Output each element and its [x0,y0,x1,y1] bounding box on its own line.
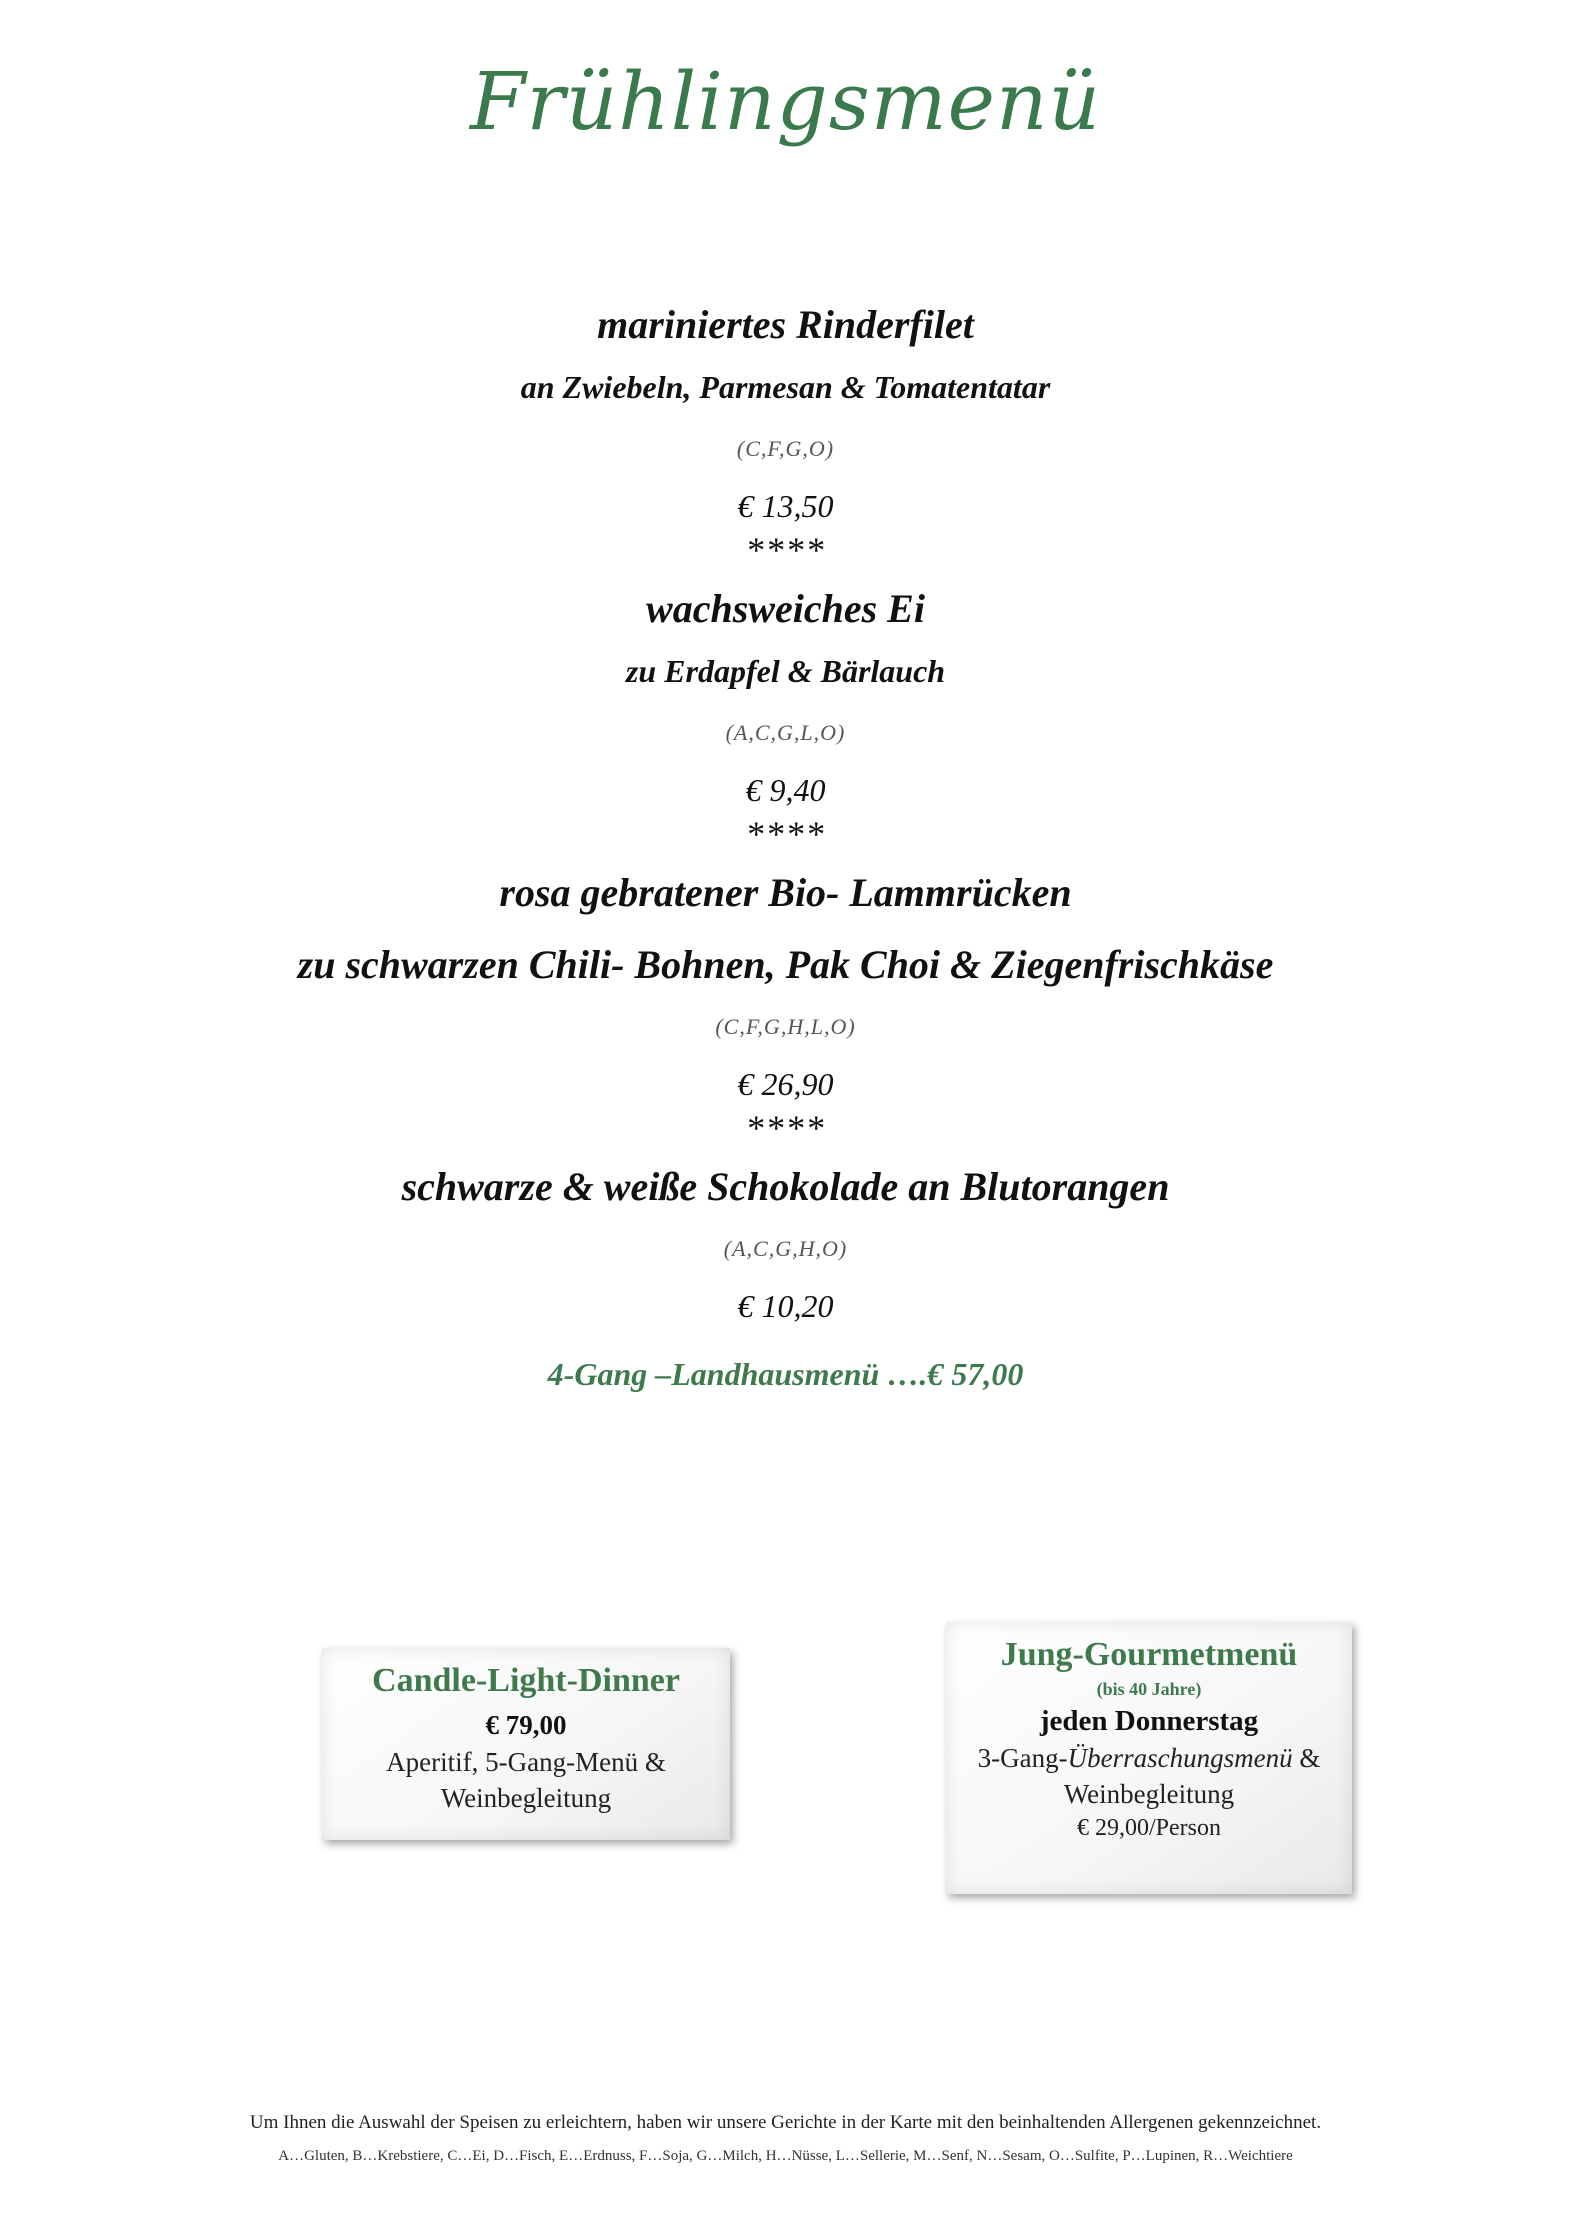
course-separator: **** [745,814,826,854]
course-2 [0,584,1571,810]
box-price: € 79,00 [485,1710,567,1740]
dish-description: zu schwarzen Chili- Bohnen, Pak Choi & Ziegenfrischkäse [297,942,1274,987]
dish-description: an Zwiebeln, Parmesan & Tomatentatar [520,369,1051,405]
course-1 [0,300,1571,526]
box-text: Aperitif, 5-Gang-Menü & [386,1747,666,1777]
set-menu-price: 4-Gang –Landhausmenü ….€ 57,00 [547,1356,1024,1392]
candle-light-dinner-box [322,1648,730,1840]
box-title: Jung-Gourmetmenü [1000,1636,1298,1673]
dish-description: zu Erdapfel & Bärlauch [625,653,946,689]
box-text [946,1740,1352,1776]
box-text: Weinbegleitung [1063,1779,1235,1809]
box-price: € 29,00/Person [1077,1815,1221,1841]
allergen-codes: (C,F,G,O) [736,436,835,461]
course-separator: **** [745,1108,826,1148]
dish-name: mariniertes Rinderfilet [597,302,974,347]
course-separator: **** [745,530,826,570]
menu-courses [0,300,1571,1393]
course-4 [0,1162,1571,1326]
allergen-codes: (A,C,G,L,O) [725,720,846,745]
dish-name: schwarze & weiße Schokolade an Blutorangen [401,1164,1170,1209]
dish-name: rosa gebratener Bio- Lammrücken [499,870,1072,915]
box-subtitle: (bis 40 Jahre) [1096,1679,1202,1699]
box-text: Weinbegleitung [440,1783,612,1813]
allergen-codes: (C,F,G,H,L,O) [715,1014,856,1039]
dish-name: wachsweiches Ei [646,586,925,631]
dish-price: € 9,40 [745,772,826,808]
box-text-part: 3-Gang- [977,1743,1068,1773]
box-text-part: & [1292,1743,1321,1773]
dish-price: € 10,20 [737,1288,834,1324]
menu-title: Frühlingsmenü [469,55,1101,148]
jung-gourmet-box [946,1622,1352,1894]
dish-price: € 13,50 [737,488,834,524]
allergen-note: Um Ihnen die Auswahl der Speisen zu erleichtern, haben wir unsere Gerichte in der Karte mit den beinhaltenden Allergenen gekennzeichnet. [249,2112,1322,2133]
dish-price: € 26,90 [737,1066,834,1102]
box-text-italic: Überraschungsmenü [1067,1743,1293,1773]
box-title: Candle-Light-Dinner [372,1662,680,1699]
allergen-codes: (A,C,G,H,O) [723,1236,848,1261]
course-3 [0,868,1571,1104]
allergen-legend: A…Gluten, B…Krebstiere, C…Ei, D…Fisch, E…Erdnuss, F…Soja, G…Milch, H…Nüsse, L…Sellerie, M…Senf, N…Sesam, O…Sulfite, P…Lupinen, R…Weichtiere [278,2148,1293,2164]
box-day: jeden Donnerstag [1039,1705,1259,1737]
